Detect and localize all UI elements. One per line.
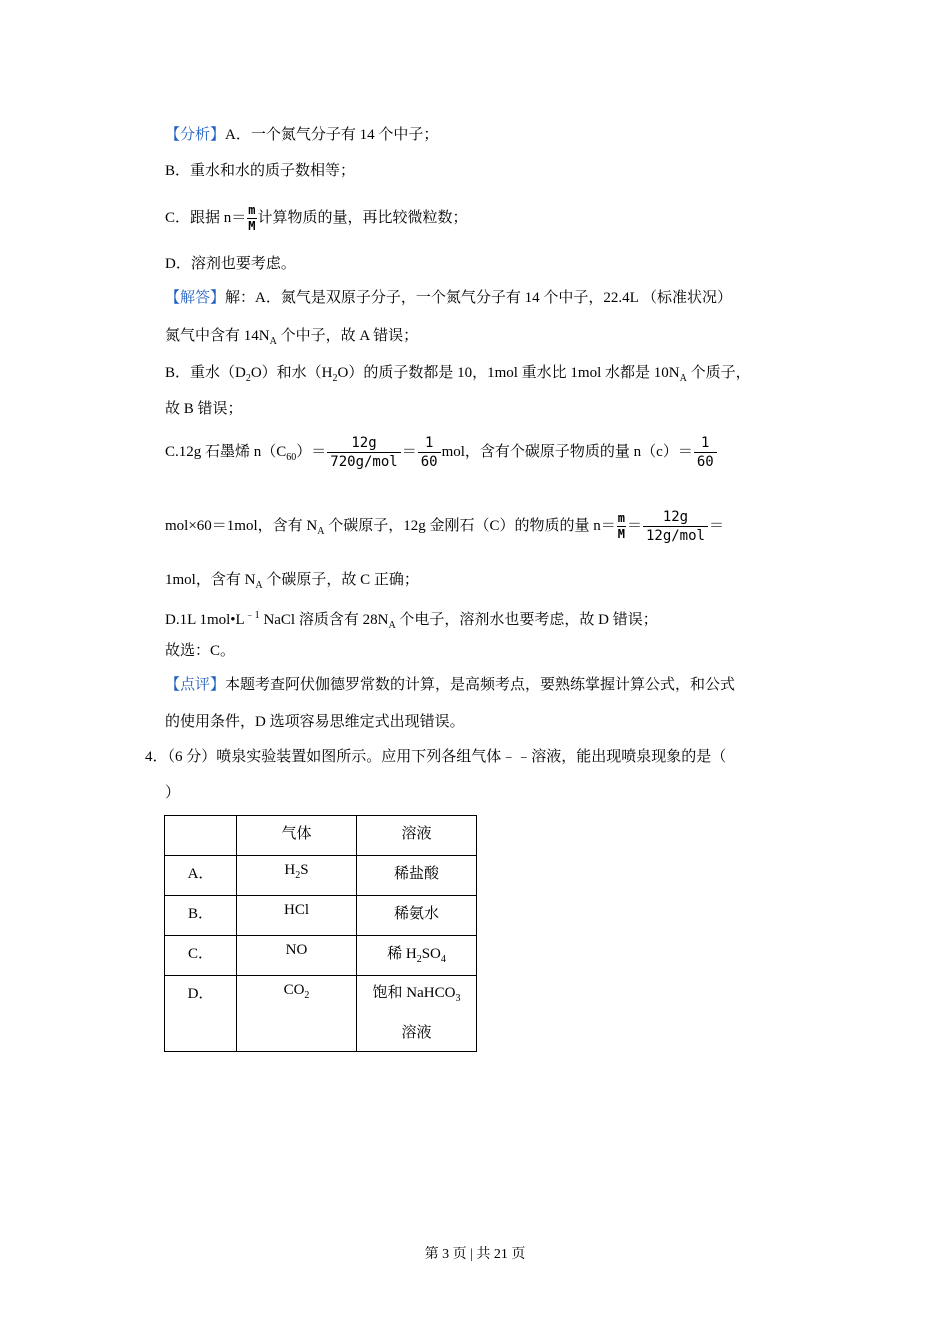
page-footer: 第 3 页 | 共 21 页 [424, 1247, 526, 1262]
option-label: A． [165, 856, 237, 896]
gas-cell: $H_2S$ [237, 856, 357, 896]
gas-cell: HCl [237, 896, 357, 936]
solution-cell: 饱和 NaHCO$_3$ 溶液 [357, 976, 477, 1052]
solution-cell: 稀盐酸 [357, 856, 477, 896]
fraction-m-over-M: $\frac{m}{M}$ [248, 203, 256, 233]
gas-cell: $CO_2$ [237, 976, 357, 1052]
option-label: D． [165, 976, 237, 1052]
option-label: C． [165, 936, 237, 976]
comment-tag: 【点评】 [165, 677, 226, 693]
solution-line-c2: mol×60＝1mol，含有 $N_A$ 个碳原子，12g 金刚石（C）的物质的量 n＝ $\frac{m}{M}$ ＝ $\frac{12g}{\text{12g/mol}}$ ＝ [165, 509, 724, 544]
solution-choice: 故选：C。 [165, 643, 236, 659]
solution-line-b2: 故 B 错误； [165, 401, 243, 417]
question-4-stem: 4．（6 分）喷泉实验装置如图所示。应用下列各组气体﹣﹣溶液，能出现喷泉现象的是（ [145, 749, 727, 765]
option-label: B． [165, 896, 237, 936]
analysis-line-b: B．重水和水的质子数相等； [165, 163, 356, 179]
comment-line-2: 的使用条件，D 选项容易思维定式出现错误。 [165, 714, 465, 730]
solution-line-d1: D.1L $1mol•L^{﹣1}$ NaCl 溶质含有 $28N_A$ 个电子，溶剂水也要考虑，故 D 错误； [165, 610, 658, 631]
table-row [165, 856, 477, 896]
question-number: 4． [145, 749, 168, 765]
solution-line-a2: 氮气中含有 $14N_A$ 个中子，故 A 错误； [165, 328, 419, 347]
fraction-12g-over-12gmol: $\frac{12g}{\text{12g/mol}}$ [643, 508, 708, 545]
table-header-cell: 溶液 [357, 816, 477, 856]
comment-line-1: 【点评】本题考查阿伏伽德罗常数的计算，是高频考点，要熟练掌握计算公式，和公式 [165, 677, 736, 693]
table-header-row [165, 816, 477, 856]
table-row [165, 976, 477, 1052]
options-table [164, 815, 477, 1052]
analysis-line-d: D．溶剂也要考虑。 [165, 256, 296, 272]
analysis-line-a: 【分析】A．一个氮气分子有 14 个中子； [165, 127, 439, 143]
gas-cell: NO [237, 936, 357, 976]
fraction-1-over-60-b: $\frac{1}{60}$ [694, 434, 717, 471]
table-header-cell [165, 816, 237, 856]
solution-cell: 稀 $H_2SO_4$ [357, 936, 477, 976]
solution-line-c1: C.12g 石墨烯 $n(C_{60})=$ $\frac{12g}{\text{720g/mol}}$ ＝ $\frac{1}{60}$ mol，含有个碳原子物质的量 n（c）＝ $\frac{1}{60}$ [165, 434, 718, 471]
fraction-12g-over-720g: $\frac{12g}{\text{720g/mol}}$ [327, 434, 400, 471]
solution-line-c3: 1mol，含有 $N_A$ 个碳原子，故 C 正确； [165, 572, 419, 591]
solution-line-a1: 【解答】解：A．氮气是双原子分子，一个氮气分子有 14 个中子，22.4L （标准状况） [165, 290, 732, 306]
solution-cell: 稀氨水 [357, 896, 477, 936]
question-4-stem-end: ） [165, 785, 181, 801]
fraction-m-over-M-b: $\frac{m}{M}$ [617, 511, 625, 541]
solution-tag: 【解答】 [165, 290, 226, 306]
table-header-cell: 气体 [237, 816, 357, 856]
analysis-tag: 【分析】 [165, 127, 226, 143]
analysis-line-c: C．跟据 n＝ $\frac{m}{M}$ 计算物质的量，再比较微粒数； [165, 203, 468, 233]
table-row [165, 936, 477, 976]
fraction-1-over-60: $\frac{1}{60}$ [418, 434, 441, 471]
table-row [165, 896, 477, 936]
solution-line-b1: B．重水$(D_2O)$和水$(H_2O)$的质子数都是 10，1mol 重水比 1mol 水都是 $10N_A$ 个质子， [165, 365, 751, 384]
